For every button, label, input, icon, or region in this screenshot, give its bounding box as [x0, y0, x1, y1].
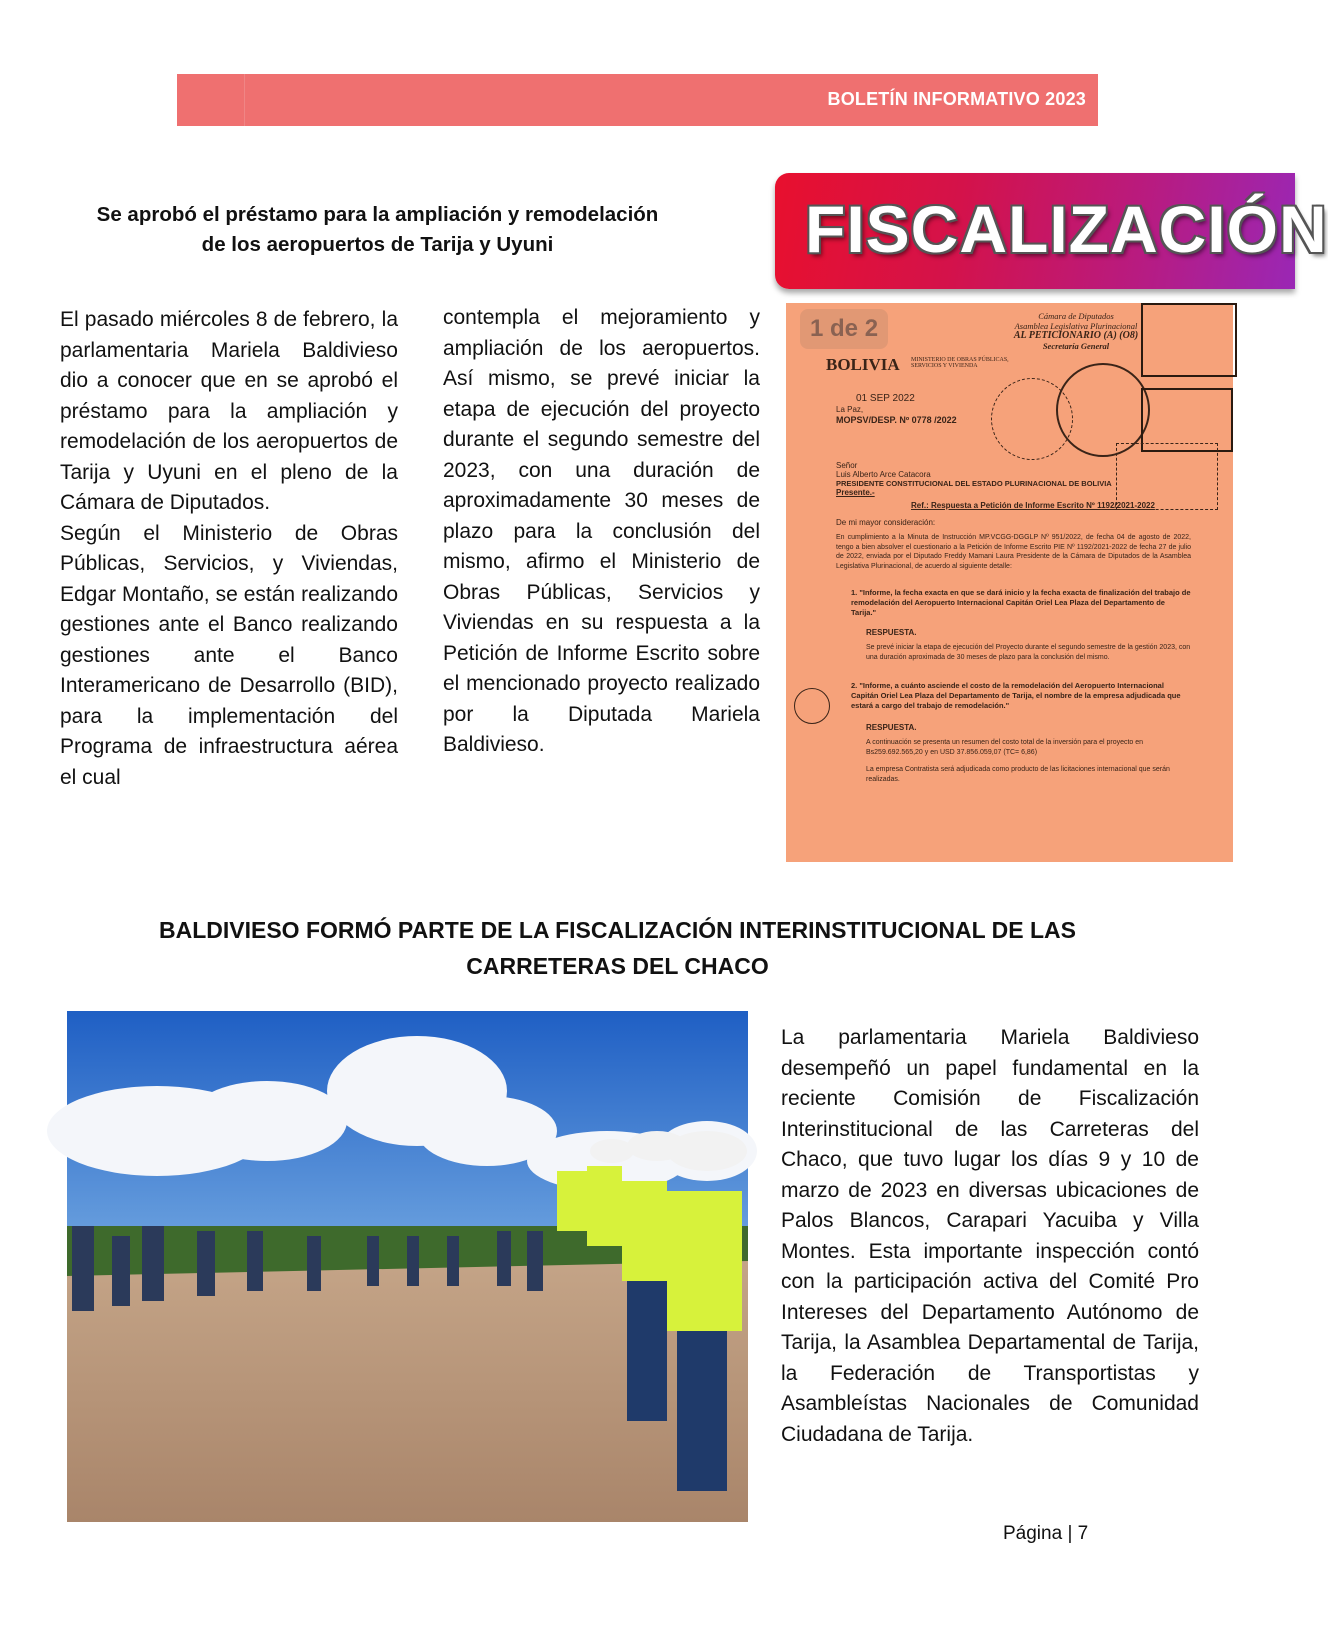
stamp-line: Asamblea Legislativa Plurinacional — [1014, 321, 1138, 331]
article1-column-2 — [443, 303, 760, 761]
vb-stamp — [794, 688, 830, 724]
paragraph: La parlamentaria Mariela Baldivieso desempeñó un papel fundamental en la reciente Comisión de Fiscalización Interinstitucional de las Carreteras del Chaco, que tuvo lugar los días 9 y 10 de marzo de 2023 en diversas ubicaciones de Palos Blancos, Carapari Yacuiba y Villa Montes. Esta importante inspección contó con la participación activa del Comité Pro Intereses del Departamento Autónomo de Tarija, la Asamblea Departamental de Tarija, la Federación de Transportistas y Asambleístas Nacionales de Comunidad Ciudadana de Tarija. — [781, 1026, 1199, 1446]
header-title: BOLETÍN INFORMATIVO 2023 — [827, 89, 1086, 109]
stamp-box — [1116, 443, 1218, 510]
paragraph: contempla el mejoramiento y ampliación de los aeropuertos. Así mismo, se prevé iniciar la etapa de ejecución del proyecto durante el segundo semestre del 2023, con una duración de aproximadamente 30 meses de plazo para la conclusión del mismo, afirmo el Ministerio de Obras Públicas, Servicios y Viviendas en su respuesta a la Petición de Informe Escrito sobre el mencionado proyecto realizado por la Diputada Mariela Baldivieso. — [443, 306, 760, 756]
paragraph: El pasado miércoles 8 de febrero, la parlamentaria Mariela Baldivieso dio a conocer que en se aprobó el préstamo para la ampliación y remodelación de los aeropuertos de Tarija y Uyuni en el pleno de la Cámara de Diputados. — [60, 308, 398, 514]
doc-date: 01 SEP 2022 — [856, 393, 915, 404]
doc-question-1: 1. "Informe, la fecha exacta en que se dará inicio y la fecha exacta de finalización del trabajo de remodelación del Aeropuerto Internacional Capitán Oriel Lea Plaza del Departamento de Tarija." — [851, 588, 1191, 617]
ministry-name: MINISTERIO DE OBRAS PÚBLICAS, SERVICIOS Y VIVIENDA — [911, 357, 1009, 369]
paragraph: Según el Ministerio de Obras Públicas, Servicios, y Viviendas, Edgar Montaño, se están realizando gestiones ante el Banco realizando gestiones ante el Banco Interamericano de Desarrollo (BID), para la implementación del Programa de infraestructura aérea el cual — [60, 521, 398, 789]
doc-intro: En cumplimiento a la Minuta de Instrucción MP.VCGG-DGGLP Nº 951/2022, de fecha 04 de agosto de 2022, tengo a bien absolver el cuestionario a la Petición de Informe Escrito PIE Nº 1192/2021-2022 de fecha 27 de julio de 2022, enviada por el Diputado Freddy Mamani Laura Presidente de la Cámara de Diputados de la Asamblea Legislativa Plurinacional, de acuerdo al siguiente detalle: — [836, 534, 1191, 570]
article2-title: BALDIVIESO FORMÓ PARTE DE LA FISCALIZACIÓN INTERINSTITUCIONAL DE LAS CARRETERAS DEL CHACO — [158, 917, 1077, 979]
doc-greeting: De mi mayor consideración: — [836, 518, 936, 527]
doc-ref-number: MOPSV/DESP. Nº 0778 /2022 — [836, 415, 957, 425]
scanned-document-image — [786, 303, 1233, 862]
stamp-line: Cámara de Diputados — [1038, 311, 1114, 321]
page-number: Página | 7 — [1003, 1523, 1089, 1544]
header-bar — [177, 74, 1098, 126]
banner-label: FISCALIZACIÓN — [805, 192, 1328, 266]
article1-column-1 — [60, 305, 398, 793]
stamp-box — [1141, 303, 1237, 377]
inspection-photo — [67, 1011, 748, 1522]
inspection-photo-illustration — [67, 1011, 748, 1522]
doc-question-2: 2. "Informe, a cuánto asciende el costo de la remodelación del Aeropuerto Internacional Capitán Oriel Lea Plaza del Departamento de Tarija, el nombre de la empresa adjudicada que estará a cargo del trabajo de remodelación." — [851, 681, 1181, 710]
doc-answer-3: La empresa Contratista será adjudicada como producto de las licitaciones internacional que serán realizadas. — [866, 766, 1170, 783]
section-banner — [775, 173, 1328, 289]
stamp-camara — [1011, 311, 1141, 351]
stamp-line: Secretaría General — [1042, 341, 1110, 351]
doc-place: La Paz, — [836, 405, 864, 414]
doc-salutation: Señor — [836, 461, 858, 470]
page-indicator: 1 de 2 — [800, 309, 888, 349]
article2-body — [781, 1023, 1199, 1450]
article1-title: Se aprobó el préstamo para la ampliación y remodelación de los aeropuertos de Tarija y Uyuni — [96, 203, 659, 256]
doc-answer-2: A continuación se presenta un resumen del costo total de la inversión para el proyecto en Bs259.692.565,20 y en USD 37.856.059,07 (TC= 6,86) — [866, 739, 1144, 756]
doc-answer-1: Se prevé iniciar la etapa de ejecución del Proyecto durante el segundo semestre de la gestión 2023, con una duración aproximada de 30 meses de plazo para la conclusión del mismo. — [866, 644, 1191, 661]
doc-ref: Ref.: Respuesta a Petición de Informe Escrito Nº 1192/2021-2022 — [911, 501, 1155, 510]
doc-addressee-title: PRESIDENTE CONSTITUCIONAL DEL ESTADO PLURINACIONAL DE BOLIVIA — [836, 479, 1112, 488]
bolivia-logo: BOLIVIA — [826, 355, 900, 374]
doc-addressee: Luis Alberto Arce Catacora — [836, 470, 931, 479]
doc-presente: Presente.- — [836, 488, 875, 497]
stamp-line: AL PETICIONARIO (A) (O8) — [1013, 330, 1139, 341]
doc-response-label: RESPUESTA. — [866, 723, 917, 732]
header-divider — [244, 74, 245, 126]
doc-response-label: RESPUESTA. — [866, 628, 917, 637]
